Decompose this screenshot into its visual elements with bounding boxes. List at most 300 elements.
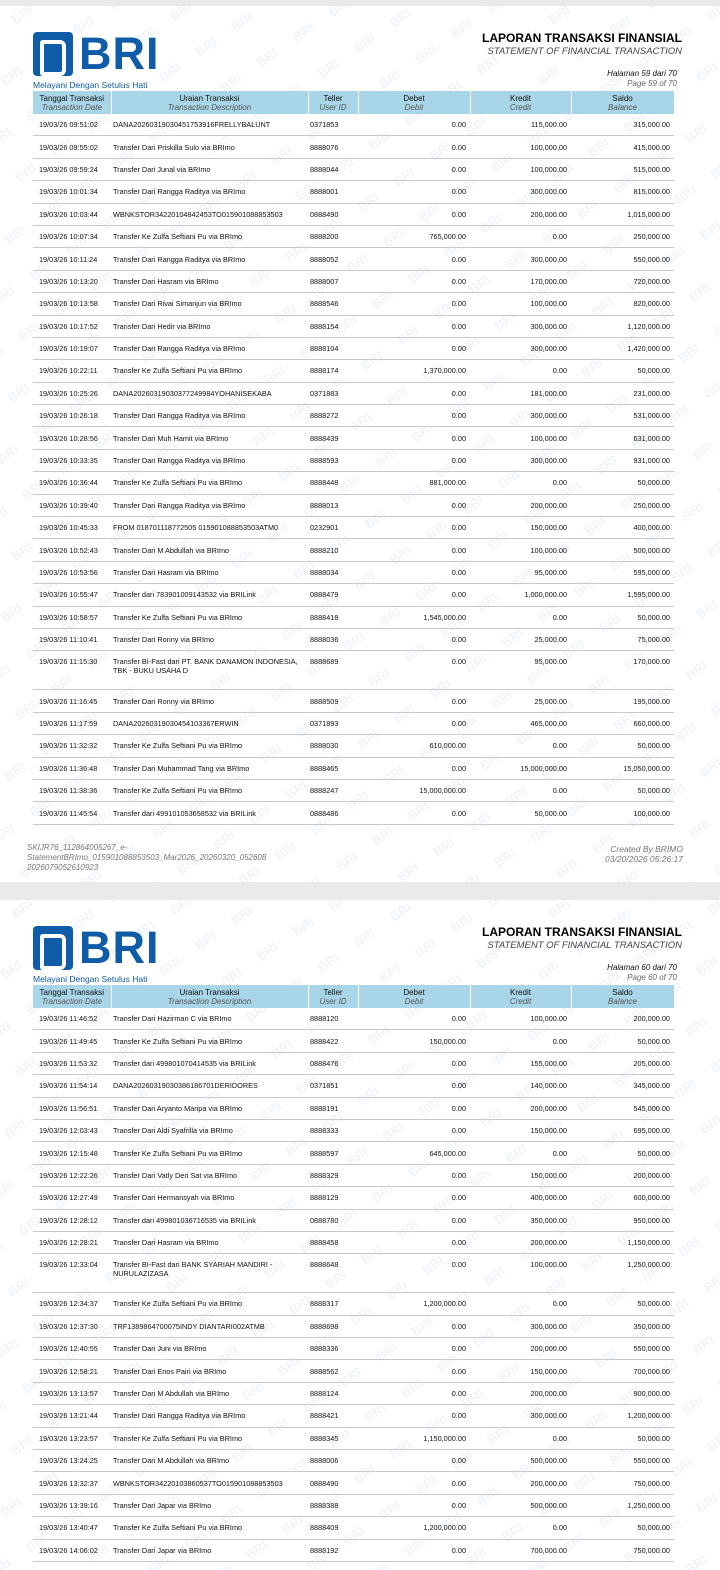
- cell-debit: 1,150,000.00: [358, 1427, 470, 1449]
- table-row: [33, 248, 674, 270]
- cell-teller: 8888104: [308, 337, 358, 359]
- cell-teller: 8888458: [308, 1231, 358, 1253]
- cell-teller: 8888689: [308, 651, 358, 690]
- cell-teller: 8888272: [308, 405, 358, 427]
- cell-description: Transfer Dari Muh Hamit via BRImo: [111, 427, 308, 449]
- cell-debit: 0.00: [358, 1008, 470, 1030]
- cell-teller: 8888044: [308, 158, 358, 180]
- cell-debit: 0.00: [358, 539, 470, 561]
- cell-teller: 8888001: [308, 181, 358, 203]
- table-row: [33, 360, 674, 382]
- cell-credit: 100,000.00: [470, 293, 571, 315]
- bri-logo-text: BRI: [79, 922, 160, 973]
- cell-teller: 8888333: [308, 1119, 358, 1141]
- table-row: [33, 712, 674, 734]
- table-row: [33, 136, 674, 158]
- cell-date: 19/03/26 12:28:12: [33, 1209, 111, 1231]
- cell-teller: 8888006: [308, 1450, 358, 1472]
- cell-debit: 0.00: [358, 405, 470, 427]
- cell-description: Transfer Ke Zulfa Seftiani Pu via BRImo: [111, 735, 308, 757]
- cell-description: FROM 018701118772505 015901088853503ATM0: [111, 517, 308, 539]
- cell-balance: 50,000.00: [571, 360, 674, 382]
- header-label-en: Transaction Date: [41, 997, 102, 1006]
- cell-date: 19/03/26 10:28:56: [33, 427, 111, 449]
- cell-teller: 8888422: [308, 1030, 358, 1052]
- cell-debit: 0.00: [358, 270, 470, 292]
- cell-credit: 300,000.00: [470, 1315, 571, 1337]
- cell-credit: 150,000.00: [470, 1164, 571, 1186]
- cell-teller: 8888030: [308, 735, 358, 757]
- cell-description: Transfer Ke Zulfa Seftiani Pu via BRImo: [111, 606, 308, 628]
- table-row: [33, 584, 674, 606]
- cell-teller: 0888490: [308, 203, 358, 225]
- cell-description: Transfer dari 499801036716535 via BRILink: [111, 1209, 308, 1231]
- cell-date: 19/03/26 11:15:30: [33, 651, 111, 690]
- cell-balance: 50,000.00: [571, 1517, 674, 1539]
- table-header: [33, 985, 674, 1008]
- cell-date: 19/03/26 11:10:41: [33, 628, 111, 650]
- cell-balance: 545,000.00: [571, 1097, 674, 1119]
- cell-teller: 8888013: [308, 494, 358, 516]
- cell-date: 19/03/26 09:55:02: [33, 136, 111, 158]
- header-label: Debet: [403, 94, 425, 103]
- table-row: [33, 1472, 674, 1494]
- cell-balance: 820,000.00: [571, 293, 674, 315]
- cell-date: 19/03/26 13:39:16: [33, 1494, 111, 1516]
- header-debit: [358, 985, 470, 1008]
- table-row: [33, 1075, 674, 1097]
- cell-debit: 0.00: [358, 494, 470, 516]
- cell-credit: 300,000.00: [470, 449, 571, 471]
- cell-description: DANA20260319030386186701DERIDORES: [111, 1075, 308, 1097]
- cell-date: 19/03/26 12:03:43: [33, 1119, 111, 1141]
- cell-teller: 0888486: [308, 802, 358, 824]
- cell-date: 19/03/26 11:45:54: [33, 802, 111, 824]
- cell-balance: 345,000.00: [571, 1075, 674, 1097]
- cell-date: 19/03/26 12:40:55: [33, 1338, 111, 1360]
- cell-debit: 0.00: [358, 584, 470, 606]
- cell-credit: 300,000.00: [470, 248, 571, 270]
- cell-balance: 1,150,000.00: [571, 1231, 674, 1253]
- table-row: [33, 1164, 674, 1186]
- cell-credit: 350,000.00: [470, 1209, 571, 1231]
- cell-description: Transfer Dari Japar via BRImo: [111, 1494, 308, 1516]
- cell-date: 19/03/26 10:33:35: [33, 449, 111, 471]
- cell-debit: 0.00: [358, 1338, 470, 1360]
- cell-teller: 8888007: [308, 270, 358, 292]
- statement-page-60: [0, 900, 720, 1570]
- footer-file-id: [27, 843, 266, 873]
- table-row: [33, 1030, 674, 1052]
- table-row: [33, 628, 674, 650]
- cell-date: 19/03/26 12:34:37: [33, 1293, 111, 1315]
- table-row: [33, 1427, 674, 1449]
- cell-debit: 0.00: [358, 1164, 470, 1186]
- cell-description: Transfer Ke Zulfa Seftiani Pu via BRImo: [111, 225, 308, 247]
- cell-balance: 750,000.00: [571, 1539, 674, 1561]
- cell-credit: 0.00: [470, 472, 571, 494]
- cell-date: 19/03/26 12:37:30: [33, 1315, 111, 1337]
- cell-teller: 8888546: [308, 293, 358, 315]
- cell-balance: 550,000.00: [571, 1450, 674, 1472]
- cell-credit: 0.00: [470, 1293, 571, 1315]
- cell-teller: 8888388: [308, 1494, 358, 1516]
- cell-debit: 1,370,000.00: [358, 360, 470, 382]
- cell-debit: 0.00: [358, 449, 470, 471]
- cell-date: 19/03/26 10:39:40: [33, 494, 111, 516]
- cell-date: 19/03/26 10:25:26: [33, 382, 111, 404]
- cell-credit: 25,000.00: [470, 690, 571, 712]
- report-title: LAPORAN TRANSAKSI FINANSIAL: [482, 925, 682, 939]
- cell-teller: 0371851: [308, 1075, 358, 1097]
- cell-debit: 0.00: [358, 690, 470, 712]
- cell-date: 19/03/26 11:56:51: [33, 1097, 111, 1119]
- cell-date: 19/03/26 10:11:24: [33, 248, 111, 270]
- cell-debit: 0.00: [358, 1097, 470, 1119]
- cell-debit: 0.00: [358, 1187, 470, 1209]
- cell-teller: 8888698: [308, 1315, 358, 1337]
- header-label-en: Transaction Date: [41, 103, 102, 112]
- cell-description: Transfer Dari Rangga Raditya via BRImo: [111, 181, 308, 203]
- cell-debit: 765,000.00: [358, 225, 470, 247]
- cell-debit: 0.00: [358, 337, 470, 359]
- cell-teller: 0371893: [308, 712, 358, 734]
- header-label-en: Credit: [509, 997, 532, 1006]
- cell-credit: 25,000.00: [470, 628, 571, 650]
- cell-teller: 8888124: [308, 1382, 358, 1404]
- header-label: Kredit: [510, 94, 531, 103]
- header-label: Uraian Transaksi: [179, 94, 240, 103]
- table-row: [33, 158, 674, 180]
- cell-balance: 15,050,000.00: [571, 757, 674, 779]
- table-row: [33, 735, 674, 757]
- cell-date: 19/03/26 11:53:32: [33, 1052, 111, 1074]
- cell-balance: 415,000.00: [571, 136, 674, 158]
- cell-credit: 155,000.00: [470, 1052, 571, 1074]
- cell-credit: 400,000.00: [470, 1187, 571, 1209]
- cell-teller: 0371853: [308, 114, 358, 136]
- table-row: [33, 1539, 674, 1561]
- cell-description: Transfer Dari Muhammad Tang via BRImo: [111, 757, 308, 779]
- cell-credit: 0.00: [470, 1030, 571, 1052]
- table-row: [33, 1097, 674, 1119]
- cell-date: 19/03/26 11:32:32: [33, 735, 111, 757]
- report-subtitle: STATEMENT OF FINANCIAL TRANSACTION: [487, 46, 682, 57]
- cell-balance: 1,200,000.00: [571, 1405, 674, 1427]
- cell-date: 19/03/26 10:13:20: [33, 270, 111, 292]
- cell-description: Transfer Dari Aldi Syafrilla via BRImo: [111, 1119, 308, 1141]
- cell-teller: 8888192: [308, 1539, 358, 1561]
- cell-debit: 0.00: [358, 1472, 470, 1494]
- cell-description: Transfer Ke Zulfa Seftiani Pu via BRImo: [111, 779, 308, 801]
- cell-description: Transfer Dari Japar via BRImo: [111, 1539, 308, 1561]
- cell-description: Transfer Ke Zulfa Seftiani Pu via BRImo: [111, 1293, 308, 1315]
- cell-debit: 0.00: [358, 757, 470, 779]
- table-row: [33, 114, 674, 136]
- cell-credit: 0.00: [470, 1517, 571, 1539]
- cell-debit: 610,000.00: [358, 735, 470, 757]
- cell-credit: 200,000.00: [470, 1231, 571, 1253]
- cell-teller: 8888200: [308, 225, 358, 247]
- cell-credit: 300,000.00: [470, 337, 571, 359]
- cell-credit: 115,000.00: [470, 114, 571, 136]
- cell-date: 19/03/26 12:22:26: [33, 1164, 111, 1186]
- cell-balance: 250,000.00: [571, 494, 674, 516]
- header-balance: [571, 985, 674, 1008]
- table-row: [33, 427, 674, 449]
- table-row: [33, 1360, 674, 1382]
- header-label-en: Transaction Description: [167, 997, 252, 1006]
- cell-teller: 0371883: [308, 382, 358, 404]
- cell-credit: 0.00: [470, 1427, 571, 1449]
- table-row: [33, 472, 674, 494]
- cell-credit: 200,000.00: [470, 1338, 571, 1360]
- cell-credit: 150,000.00: [470, 1119, 571, 1141]
- cell-teller: 8888036: [308, 628, 358, 650]
- cell-date: 19/03/26 11:46:52: [33, 1008, 111, 1030]
- table-row: [33, 1008, 674, 1030]
- cell-balance: 231,000.00: [571, 382, 674, 404]
- cell-balance: 50,000.00: [571, 1030, 674, 1052]
- logo-tagline: Melayani Dengan Setulus Hati: [33, 80, 148, 90]
- report-title: LAPORAN TRANSAKSI FINANSIAL: [482, 31, 682, 45]
- header-label: Debet: [403, 988, 425, 997]
- cell-teller: 8888174: [308, 360, 358, 382]
- cell-teller: 8888129: [308, 1187, 358, 1209]
- cell-credit: 150,000.00: [470, 1360, 571, 1382]
- cell-credit: 50,000.00: [470, 802, 571, 824]
- header-label: Tanggal Transaksi: [39, 94, 104, 103]
- cell-debit: 0.00: [358, 1075, 470, 1097]
- cell-balance: 200,000.00: [571, 1164, 674, 1186]
- cell-date: 19/03/26 09:51:02: [33, 114, 111, 136]
- cell-credit: 1,000,000.00: [470, 584, 571, 606]
- cell-date: 19/03/26 11:16:45: [33, 690, 111, 712]
- cell-teller: 8888465: [308, 757, 358, 779]
- cell-balance: 1,595,000.00: [571, 584, 674, 606]
- cell-date: 19/03/26 10:58:57: [33, 606, 111, 628]
- cell-date: 19/03/26 13:13:57: [33, 1382, 111, 1404]
- cell-date: 19/03/26 11:17:59: [33, 712, 111, 734]
- header-label: Teller: [323, 94, 343, 103]
- cell-balance: 700,000.00: [571, 1360, 674, 1382]
- cell-date: 19/03/26 10:52:43: [33, 539, 111, 561]
- cell-description: Transfer Dari Rangga Raditya via BRImo: [111, 405, 308, 427]
- cell-description: Transfer Dari Ronny via BRImo: [111, 628, 308, 650]
- created-by: Created By BRIMO: [610, 844, 683, 854]
- cell-balance: 531,000.00: [571, 405, 674, 427]
- cell-debit: 0.00: [358, 114, 470, 136]
- cell-date: 19/03/26 14:06:02: [33, 1539, 111, 1561]
- header-label: Uraian Transaksi: [179, 988, 240, 997]
- cell-balance: 195,000.00: [571, 690, 674, 712]
- cell-credit: 95,000.00: [470, 561, 571, 583]
- table-row: [33, 539, 674, 561]
- transaction-table: [33, 985, 675, 1562]
- table-row: [33, 1187, 674, 1209]
- header-label-en: Credit: [509, 103, 532, 112]
- cell-date: 19/03/26 12:15:48: [33, 1142, 111, 1164]
- header-balance: [571, 91, 674, 114]
- cell-debit: 15,000,000.00: [358, 779, 470, 801]
- cell-teller: 8888597: [308, 1142, 358, 1164]
- cell-balance: 100,000.00: [571, 802, 674, 824]
- table-row: [33, 606, 674, 628]
- cell-balance: 1,250,000.00: [571, 1254, 674, 1293]
- cell-credit: 0.00: [470, 735, 571, 757]
- cell-description: Transfer BI-Fast dari BANK SYARIAH MANDIRI - NURULAZIZASA: [111, 1254, 308, 1293]
- cell-credit: 140,000.00: [470, 1075, 571, 1097]
- cell-description: DANA20260319030377249984YOHANISEKABA: [111, 382, 308, 404]
- cell-balance: 400,000.00: [571, 517, 674, 539]
- cell-date: 19/03/26 10:13:58: [33, 293, 111, 315]
- bri-logo: [33, 28, 160, 90]
- cell-date: 19/03/26 11:36:48: [33, 757, 111, 779]
- header-label-en: User ID: [319, 103, 347, 112]
- cell-balance: 550,000.00: [571, 1338, 674, 1360]
- cell-balance: 695,000.00: [571, 1119, 674, 1141]
- table-row: [33, 1338, 674, 1360]
- cell-date: 19/03/26 10:26:18: [33, 405, 111, 427]
- cell-date: 19/03/26 10:53:56: [33, 561, 111, 583]
- cell-credit: 200,000.00: [470, 1382, 571, 1404]
- cell-teller: 8888409: [308, 1517, 358, 1539]
- table-body: [33, 114, 674, 824]
- header-teller: [308, 91, 358, 114]
- cell-date: 19/03/26 12:27:49: [33, 1187, 111, 1209]
- table-row: [33, 1315, 674, 1337]
- cell-credit: 300,000.00: [470, 181, 571, 203]
- cell-credit: 200,000.00: [470, 1472, 571, 1494]
- bri-logo-text: BRI: [79, 28, 160, 79]
- cell-balance: 595,000.00: [571, 561, 674, 583]
- table-row: [33, 1052, 674, 1074]
- cell-teller: 8888418: [308, 606, 358, 628]
- cell-debit: 0.00: [358, 1405, 470, 1427]
- cell-description: DANA20260319030451753916FRELLYBALUNT: [111, 114, 308, 136]
- cell-debit: 881,000.00: [358, 472, 470, 494]
- cell-debit: 0.00: [358, 315, 470, 337]
- cell-balance: 200,000.00: [571, 1008, 674, 1030]
- cell-teller: 8888336: [308, 1338, 358, 1360]
- report-title-block: [482, 31, 682, 57]
- cell-credit: 200,000.00: [470, 1097, 571, 1119]
- transaction-table: [33, 91, 675, 825]
- cell-credit: 300,000.00: [470, 405, 571, 427]
- cell-teller: 8888052: [308, 248, 358, 270]
- table-row: [33, 1231, 674, 1253]
- table-row: [33, 1517, 674, 1539]
- cell-debit: 0.00: [358, 712, 470, 734]
- cell-credit: 100,000.00: [470, 136, 571, 158]
- cell-teller: 0888490: [308, 1472, 358, 1494]
- cell-debit: 0.00: [358, 802, 470, 824]
- cell-credit: 0.00: [470, 1142, 571, 1164]
- cell-date: 19/03/26 13:21:44: [33, 1405, 111, 1427]
- cell-credit: 170,000.00: [470, 270, 571, 292]
- cell-date: 19/03/26 10:01:34: [33, 181, 111, 203]
- cell-description: Transfer Dari Ronny via BRImo: [111, 690, 308, 712]
- table-row: [33, 757, 674, 779]
- cell-balance: 815,000.00: [571, 181, 674, 203]
- cell-credit: 465,000.00: [470, 712, 571, 734]
- header-teller: [308, 985, 358, 1008]
- cell-balance: 1,420,000.00: [571, 337, 674, 359]
- cell-description: Transfer Dari Vatly Deri Sat via BRImo: [111, 1164, 308, 1186]
- cell-description: Transfer dari 499801070414535 via BRILink: [111, 1052, 308, 1074]
- page-info: [607, 963, 677, 983]
- cell-balance: 660,000.00: [571, 712, 674, 734]
- cell-teller: 8888034: [308, 561, 358, 583]
- cell-date: 19/03/26 10:03:44: [33, 203, 111, 225]
- header-label-en: Balance: [608, 997, 637, 1006]
- cell-teller: 8888562: [308, 1360, 358, 1382]
- cell-teller: 8888210: [308, 539, 358, 561]
- cell-credit: 500,000.00: [470, 1494, 571, 1516]
- page-halaman: Halaman 60 dari 70: [607, 963, 677, 972]
- cell-teller: 0232901: [308, 517, 358, 539]
- cell-credit: 0.00: [470, 606, 571, 628]
- table-row: [33, 181, 674, 203]
- cell-credit: 300,000.00: [470, 1405, 571, 1427]
- cell-date: 19/03/26 10:19:07: [33, 337, 111, 359]
- cell-teller: 8888191: [308, 1097, 358, 1119]
- cell-credit: 15,000,000.00: [470, 757, 571, 779]
- cell-balance: 515,000.00: [571, 158, 674, 180]
- header-debit: [358, 91, 470, 114]
- table-row: [33, 1405, 674, 1427]
- header-credit: [470, 985, 571, 1008]
- cell-date: 19/03/26 13:24:25: [33, 1450, 111, 1472]
- cell-description: Transfer Dari Juni via BRImo: [111, 1338, 308, 1360]
- cell-credit: 300,000.00: [470, 315, 571, 337]
- cell-date: 19/03/26 10:17:52: [33, 315, 111, 337]
- cell-debit: 0.00: [358, 1052, 470, 1074]
- cell-teller: 8888076: [308, 136, 358, 158]
- table-row: [33, 1209, 674, 1231]
- cell-balance: 50,000.00: [571, 1293, 674, 1315]
- cell-description: Transfer Dari Hazirman C via BRImo: [111, 1008, 308, 1030]
- table-body: [33, 1008, 674, 1561]
- cell-teller: 8888593: [308, 449, 358, 471]
- cell-balance: 750,000.00: [571, 1472, 674, 1494]
- header-label: Saldo: [612, 94, 633, 103]
- cell-teller: 8888421: [308, 1405, 358, 1427]
- cell-credit: 100,000.00: [470, 1008, 571, 1030]
- cell-debit: 0.00: [358, 248, 470, 270]
- page-of: Page 60 of 70: [627, 973, 677, 982]
- cell-date: 19/03/26 10:36:44: [33, 472, 111, 494]
- table-row: [33, 1142, 674, 1164]
- cell-credit: 100,000.00: [470, 158, 571, 180]
- cell-credit: 200,000.00: [470, 203, 571, 225]
- cell-description: DANA20260319030454103367ERWIN: [111, 712, 308, 734]
- table-row: [33, 802, 674, 824]
- cell-balance: 550,000.00: [571, 248, 674, 270]
- cell-date: 19/03/26 09:59:24: [33, 158, 111, 180]
- cell-description: Transfer Ke Zulfa Seftiani Pu via BRImo: [111, 1517, 308, 1539]
- cell-description: Transfer Dari Rangga Raditya via BRImo: [111, 337, 308, 359]
- table-row: [33, 203, 674, 225]
- header-label-en: Balance: [608, 103, 637, 112]
- header-label: Kredit: [510, 988, 531, 997]
- header-description: [111, 91, 308, 114]
- cell-credit: 100,000.00: [470, 539, 571, 561]
- header-label-en: Transaction Description: [167, 103, 252, 112]
- cell-debit: 0.00: [358, 203, 470, 225]
- cell-description: Transfer Dari Hasram via BRImo: [111, 561, 308, 583]
- cell-balance: 500,000.00: [571, 539, 674, 561]
